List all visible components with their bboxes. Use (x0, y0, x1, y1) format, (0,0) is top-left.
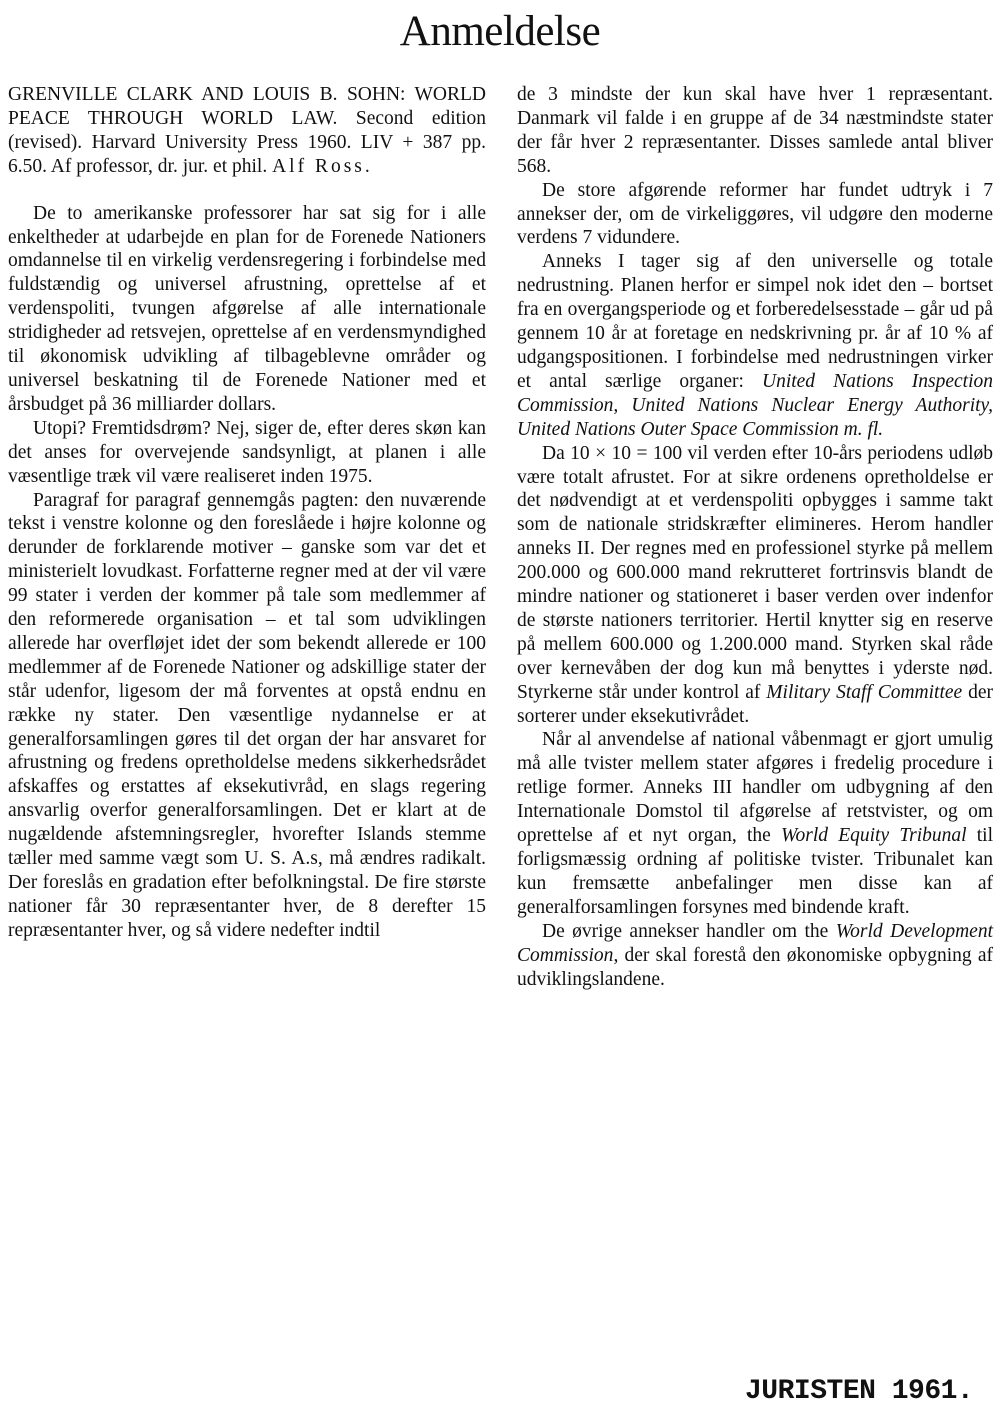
paragraph-other-annekser (517, 920, 993, 992)
citation (8, 83, 486, 179)
paragraph-intro: De to amerikanske professorer har sat sig for i alle enkeltheder at udarbejde en plan for de Forenede Nationers omdannelse til en virkelig verdensregering i forbindelse med fuldstændig og universel afrustning, oprettelse af et verdenspoliti, tvungen afgørelse af alle internationale stridigheder ad retsvejen, oprettelse af en verdensmyndighed til økonomisk udvikling af tilbageblevne områder og universel beskatning til de Forenede Nationer med et årsbudget på 36 milliarder dollars. (8, 202, 486, 415)
left-column (8, 83, 486, 943)
paragraph-annekser: De store afgørende reformer har fundet udtryk i 7 annekser der, om de virkeliggøres, vil udgøre den moderne verdens 7 vidundere. (517, 179, 993, 249)
other-annekser-text-a: De øvrige annekser handler om the (542, 920, 829, 942)
paragraph-pagten: Paragraf for paragraf gennemgås pagten: den nuværende tekst i venstre kolonne og den foreslåede i højre kolonne og derunder de forklarende motiver – ganske som var det et ministerielt lovudkast. Forfatterne regner med at der vil være 99 stater i verden der kommer på tale som medlemmer af den reformerede organisation – et tal som udviklingen allerede har overfløjet idet der som bekendt allerede er 100 medlemmer af de Forenede Nationer og adskillige stater der står udenfor, ligesom der må forventes at opstå endnu en række ny stater. Den væsentlige nydannelse er at generalforsamlingen gøres til det organ der har ansvaret for afrustning og fredens opretholdelse medens sikkerhedsrådet afskaffes og erstattes af eksekutivråd, en slags regering ansvarlig overfor generalforsamlingen. Det er klart at de nugældende afstemningsregler, hvorefter Islands stemme tæller med samme vægt som U. S. A.s, må ændres radikalt. Der foreslås en gradation efter befolkningstal. De fire største nationer får 30 repræsentanter hver, de 8 derefter 15 repræsentanter hver, og så videre nedefter indtil (8, 489, 486, 941)
review-author: Alf Ross. (272, 155, 373, 177)
paragraph-anneks-3 (517, 728, 993, 919)
military-staff-committee: Military Staff Committee (766, 681, 963, 703)
paragraph-continuation: de 3 mindste der kun skal have hver 1 repræsentant. Danmark vil falde i en gruppe af de 34 næstmindste stater der får hver 2 repræsentanter. Disses samlede antal bliver 568. (517, 84, 993, 177)
anneks-3-text-a: Når al anvendelse af national våbenmagt er gjort umulig må alle tvister mellem stater afgøres i fredelig procedure i retlige former. Anneks III handler om udbygning af den Internationale Domstol til afgørelse af retstvister, og om oprettelse af et nyt organ, the (517, 729, 993, 847)
world-development-commission: World Development Commission (517, 920, 993, 966)
paragraph-anneks-2 (517, 442, 993, 729)
journal-footer: JURISTEN 1961. (745, 1376, 974, 1407)
anneks-1-organs: United Nations Inspection Commission, United Nations Nuclear Energy Authority, United Nations Outer Space Commission m. fl. (517, 370, 993, 440)
page-title: Anmeldelse (399, 8, 601, 55)
world-equity-tribunal: World Equity Tribunal (781, 825, 967, 847)
citation-text: GRENVILLE CLARK AND LOUIS B. SOHN: WORLD PEACE THROUGH WORLD LAW. Second edition (revised). Harvard University Press 1960. LIV + 387 pp. 6.50. Af professor, dr. jur. et phil. (8, 84, 486, 177)
anneks-2-text-b: der sorterer under eksekutivrådet. (517, 681, 993, 727)
anneks-3-text-b: til forligsmæssig ordning af politiske tvister. Tribunalet kan kun fremsætte anbefalinger men disse kan af generalforsamlingen forsynes med bindende kraft. (517, 825, 994, 918)
paragraph-utopi: Utopi? Fremtidsdrøm? Nej, siger de, efter deres skøn kan det anses for overvejende sandsynligt, at planen i alle væsentlige træk vil være realiseret inden 1975. (8, 417, 486, 487)
right-column (517, 83, 993, 991)
anneks-2-text-a: Da 10 × 10 = 100 vil verden efter 10-års periodens udløb være totalt afrustet. For at sikre ordenens opretholdelse er det nødvendigt at et verdenspoliti opbygges i samme takt som de nationale stridskræfter elimineres. Herom handler anneks II. Der regnes med en professionel styrke på mellem 200.000 og 600.000 mand rekrutteret fortrinsvis blandt de mindre nationer og stationeret i baser verden over indenfor de største nationers territorier. Hertil knytter sig en reserve på mellem 600.000 og 1.200.000 mand. Styrken skal råde over kernevåben der dog kun må benyttes i yderste nød. Styrkerne står under kontrol af (517, 442, 993, 703)
anneks-1-text: Anneks I tager sig af den universelle og totale nedrustning. Planen herfor er simpel nok idet den – bortset fra en overgangsperiode og et forberedelsesstade – går ud på gennem 10 år at foretage en nedskrivning pr. år af 10 % af udgangspositionen. I forbindelse med nedrustningen virker et antal særlige organer: (517, 251, 993, 392)
paragraph-anneks-1 (517, 250, 993, 441)
other-annekser-text-b: , der skal forestå den økonomiske opbygning af udviklingslandene. (517, 944, 993, 990)
